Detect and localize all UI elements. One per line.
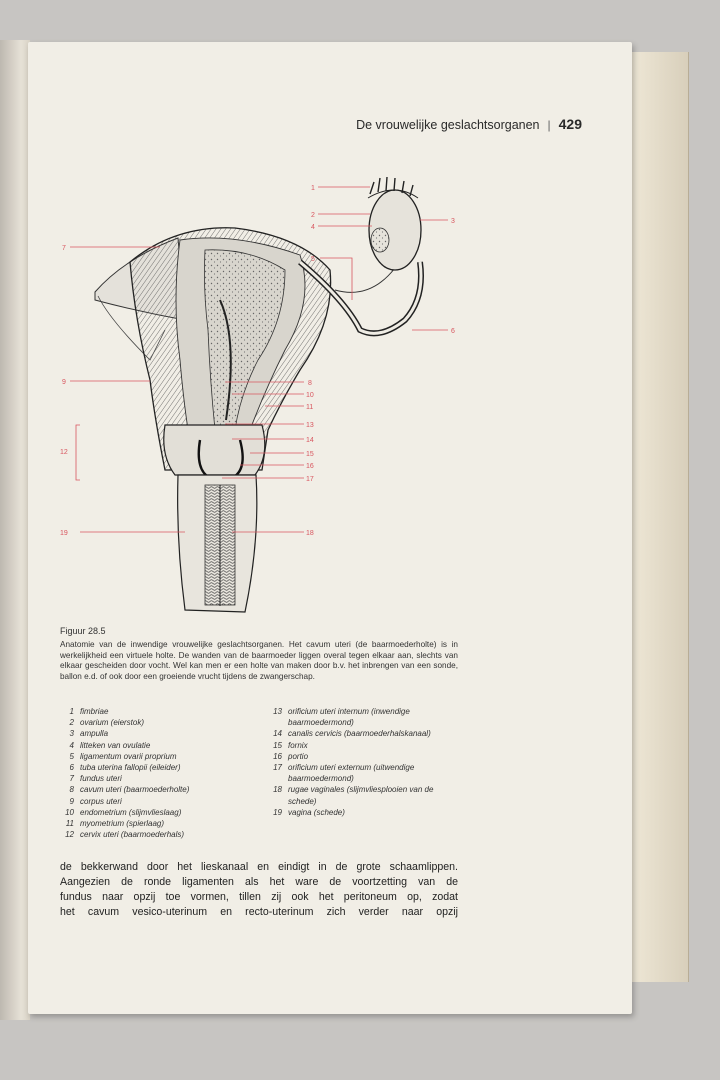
body-line: fundus naar opzij toe vormen, tillen zij ook het peritoneum op, zodat (60, 891, 458, 903)
callout-6: 6 (451, 328, 455, 335)
legend-number: 15 (273, 740, 282, 750)
legend-item (268, 807, 464, 818)
figure-caption: Anatomie van de inwendige vrouwelijke geslachtsorganen. Het cavum uteri (de baarmoederholte) is in werkelijkheid een virtuele holte. De wanden van de baarmoeder liggen overal tegen elkaar aan, slechts van elkaar gescheiden door vocht. Wel kan men er een holte van maken door b.v. het inbrengen van een sonde, ballon e.d. of ook door een groeiende vrucht tijdens de zwangerschap. (60, 640, 458, 681)
legend-number: 5 (69, 751, 74, 761)
legend-item (60, 740, 256, 751)
legend-number: 13 (273, 707, 282, 716)
legend-item (268, 740, 464, 751)
page-number: 429 (558, 116, 582, 132)
legend-item (268, 751, 464, 762)
body-line: de bekkerwand door het lieskanaal en eindigt in de grote schaamlippen. (60, 861, 458, 873)
figure-label: Figuur 28.5 (60, 626, 106, 636)
legend-number: 11 (65, 819, 74, 829)
callout-9: 9 (62, 379, 66, 386)
cervix (164, 425, 265, 478)
callout-5: 5 (311, 256, 315, 263)
legend-text: fundus uteri (80, 774, 122, 784)
callout-12: 12 (60, 449, 68, 456)
callout-16: 16 (306, 463, 314, 470)
legend-column-right (268, 706, 464, 818)
legend-number: 9 (69, 796, 74, 806)
legend-number: 19 (273, 807, 282, 817)
callout-10: 10 (306, 392, 314, 399)
legend-number: 8 (69, 785, 74, 795)
callout-7: 7 (62, 245, 66, 252)
legend-text: cervix uteri (baarmoederhals) (80, 830, 185, 840)
legend-number: 17 (273, 763, 282, 773)
callout-14: 14 (306, 437, 314, 444)
legend-text: cavum uteri (baarmoederholte) (80, 785, 190, 795)
legend-item (268, 762, 464, 784)
legend-item (60, 762, 256, 773)
legend-text: tuba uterina fallopii (eileider) (80, 763, 181, 773)
ovary (368, 177, 421, 270)
legend-text: fimbriae (80, 707, 109, 716)
callout-4: 4 (311, 224, 315, 231)
legend-number: 6 (69, 763, 74, 773)
chapter-title: De vrouwelijke geslachtsorganen (356, 118, 540, 132)
legend-number: 10 (65, 807, 74, 817)
legend-text: ligamentum ovarii proprium (80, 751, 177, 761)
legend-number: 1 (69, 707, 74, 716)
legend-item (60, 784, 256, 795)
legend-text: endometrium (slijmvlieslaag) (80, 807, 182, 817)
body-line: Aangezien de ronde ligamenten als het ware de voortzetting van de (60, 876, 458, 888)
callout-17: 17 (306, 476, 314, 483)
callout-2: 2 (311, 212, 315, 219)
legend-number: 3 (69, 729, 74, 739)
legend-item (60, 829, 256, 840)
callout-3: 3 (451, 218, 455, 225)
legend-item (60, 717, 256, 728)
legend-text: ampulla (80, 729, 109, 739)
legend-item (268, 728, 464, 739)
legend-number: 7 (69, 774, 74, 784)
legend-number: 14 (273, 729, 282, 739)
legend-item (60, 796, 256, 807)
legend-text: orificium uteri externum (uitwendige baarmoedermond) (288, 763, 415, 784)
legend-text: myometrium (spierlaag) (80, 819, 165, 829)
callout-18: 18 (306, 530, 314, 537)
legend-number: 18 (273, 785, 282, 795)
legend-number: 12 (65, 830, 74, 840)
callout-15: 15 (306, 451, 314, 458)
legend-text: canalis cervicis (baarmoederhalskanaal) (288, 729, 431, 739)
legend-item (60, 818, 256, 829)
legend-text: litteken van ovulatie (80, 740, 151, 750)
legend-number: 4 (69, 740, 74, 750)
header-separator: | (547, 118, 551, 132)
legend-item (268, 784, 464, 806)
body-text (60, 860, 458, 920)
legend-text: ovarium (eierstok) (80, 718, 145, 728)
legend-item (60, 773, 256, 784)
legend-item (60, 706, 256, 717)
body-line: het cavum vesico-uterinum en recto-uterinum zich verder naar opzij (60, 906, 458, 918)
callout-11: 11 (306, 404, 314, 411)
callout-1: 1 (311, 185, 315, 192)
legend-text: portio (288, 751, 309, 761)
legend-number: 2 (69, 718, 74, 728)
legend-text: fornix (288, 740, 308, 750)
callout-8: 8 (308, 380, 312, 387)
legend-item (268, 706, 464, 728)
legend-item (60, 751, 256, 762)
legend-text: orificium uteri internum (inwendige baarmoedermond) (288, 707, 410, 728)
legend-item (60, 728, 256, 739)
legend-column-left (60, 706, 256, 840)
legend-text: rugae vaginales (slijmvliesplooien van de schede) (288, 785, 434, 806)
legend-number: 16 (273, 751, 282, 761)
callout-19: 19 (60, 530, 68, 537)
legend-item (60, 807, 256, 818)
callout-13: 13 (306, 422, 314, 429)
legend-text: vagina (schede) (288, 807, 345, 817)
legend-text: corpus uteri (80, 796, 122, 806)
vagina (178, 475, 257, 612)
